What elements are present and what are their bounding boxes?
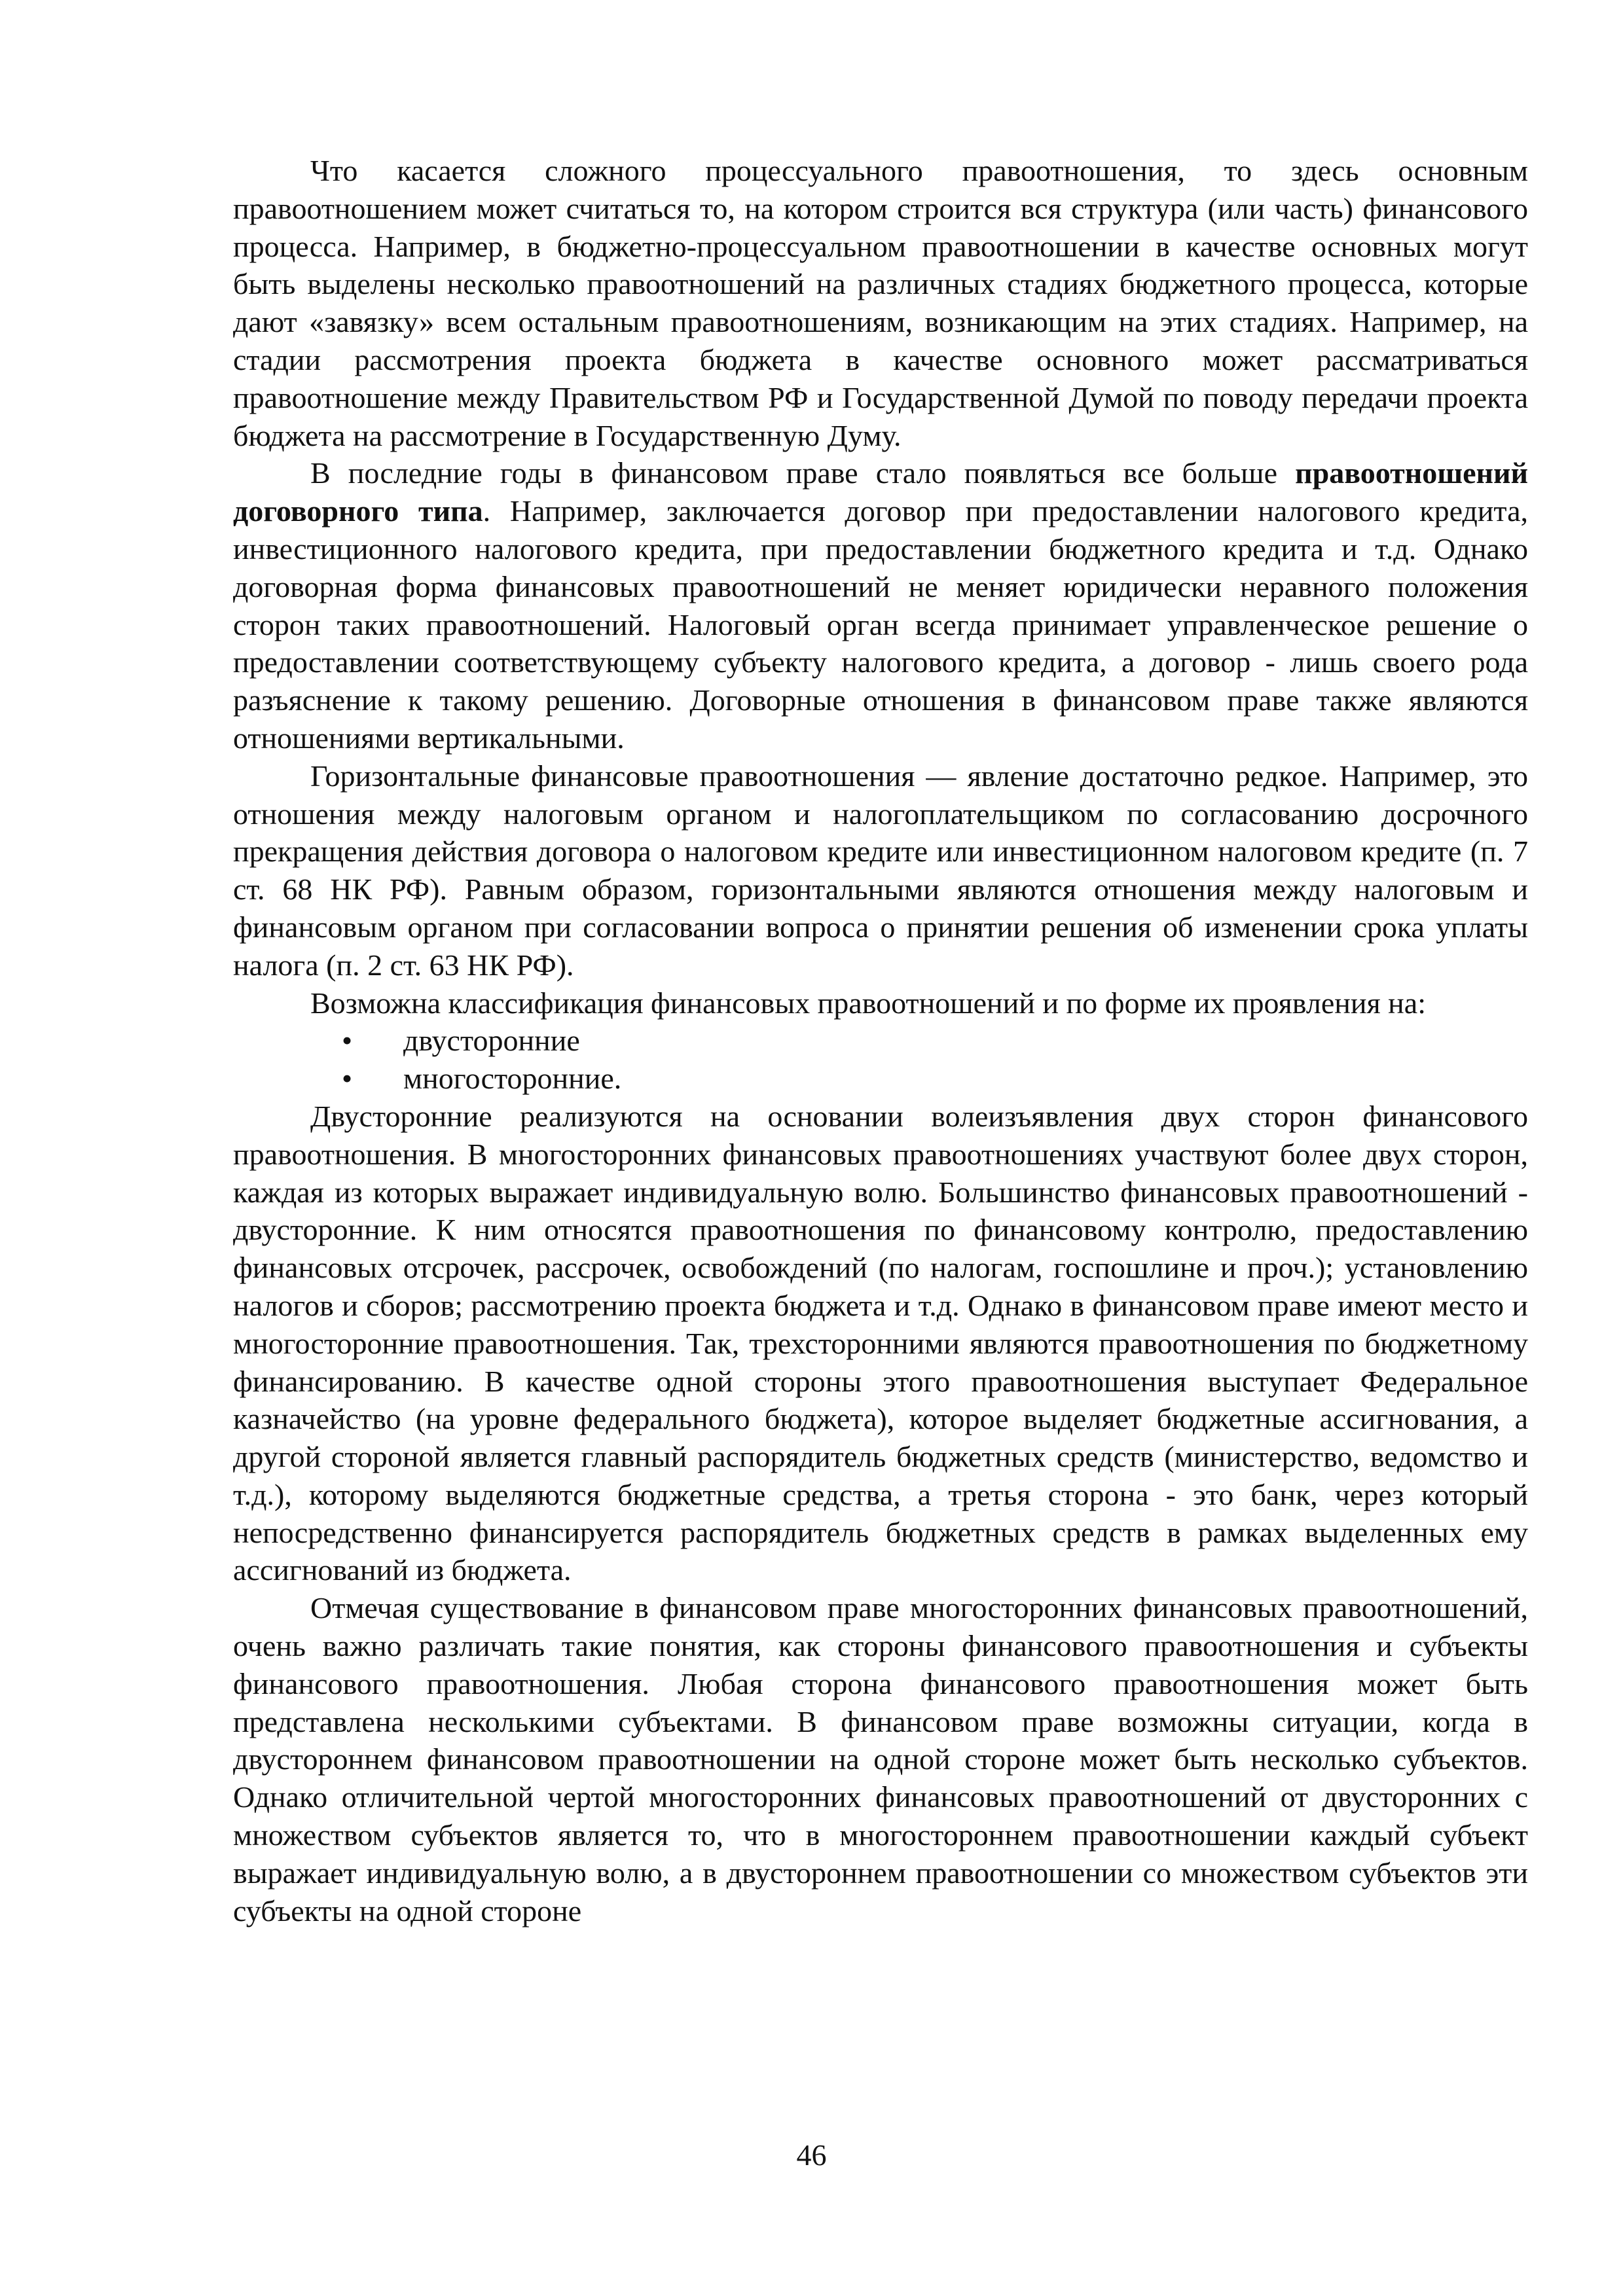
list-item-text: двусторонние: [403, 1024, 580, 1058]
bullet-dot-icon: •: [342, 1024, 353, 1058]
paragraph-contract-type-lead: В последние годы в финансовом праве стало появляться все больше: [310, 456, 1278, 490]
page-number: 46: [796, 2138, 827, 2172]
paragraph-contract-type-rest: . Например, заключается договор при предоставлении налогового кредита, инвестиционного налогового кредита, при предоставлении бюджетного кредита и т.д. Однако договорная форма финансовых правоотношений не меняет юридически неравного положения сторон таких правоотношений. Налоговый орган всегда принимает управленческое решение о предоставлении соответствующему субъекту налогового кредита, а договор - лишь своего рода разъяснение к такому решению. Договорные отношения в финансовом праве также являются отношениями вертикальными.: [233, 494, 1528, 755]
paragraph-horizontal-relations: Горизонтальные финансовые правоотношения — явление достаточно редкое. Например, это отношения между налоговым органом и налогоплательщиком по согласованию досрочного прекращения действия договора о налоговом кредите или инвестиционном налоговом кредите (п. 7 ст. 68 НК РФ). Равным образом, горизонтальными являются отношения между налоговым и финансовым органом при согласовании вопроса о принятии решения об изменении срока уплаты налога (п. 2 ст. 63 НК РФ).: [233, 759, 1528, 982]
paragraph-contract-type: [233, 454, 1528, 757]
paragraph-bilateral: Двусторонние реализуются на основании волеизъявления двух сторон финансового правоотношения. В многосторонних финансовых правоотношениях участвуют более двух сторон, каждая из которых выражает индивидуальную волю. Большинство финансовых правоотношений - двусторонние. К ним относятся правоотношения по финансовому контролю, предоставлению финансовых отсрочек, рассрочек, освобождений (по налогам, госпошлине и проч.); установлению налогов и сборов; рассмотрению проекта бюджета и т.д. Однако в финансовом праве имеют место и многосторонние правоотношения. Так, трехсторонними являются правоотношения по бюджетному финансированию. В качестве одной стороны этого правоотношения выступает Федеральное казначейство (на уровне федерального бюджета), которое выделяет бюджетные ассигнования, а другой стороной является главный распорядитель бюджетных средств (министерство, ведомство и т.д.), которому выделяются бюджетные средства, а третья сторона - это банк, через который непосредственно финансируется распорядитель бюджетных средств в рамках выделенных ему ассигнований из бюджета.: [233, 1099, 1528, 1587]
bullet-dot-icon: •: [342, 1062, 353, 1096]
bullet-list: [233, 1022, 1528, 1098]
list-item-text: многосторонние.: [403, 1062, 622, 1096]
paragraph-classification: Возможна классификация финансовых правоотношений и по форме их проявления на:: [310, 986, 1426, 1020]
paragraph-multilateral: Отмечая существование в финансовом праве многосторонних финансовых правоотношений, очень важно различать такие понятия, как стороны финансового правоотношения и субъекты финансового правоотношения. Любая сторона финансового правоотношения может быть представлена несколькими субъектами. В финансовом праве возможны ситуации, когда в двустороннем финансовом правоотношении на одной стороне может быть несколько субъектов. Однако отличительной чертой многосторонних финансовых правоотношений от двусторонних с множеством субъектов является то, что в многостороннем правоотношении каждый субъект выражает индивидуальную волю, а в двустороннем правоотношении со множеством субъектов эти субъекты на одной стороне: [233, 1591, 1528, 1928]
document-page: [233, 152, 1528, 1929]
bold-term-contract-relations: правоотношений договорного типа: [233, 456, 1528, 528]
list-item: [233, 1060, 1528, 1098]
list-item: [233, 1022, 1528, 1060]
paragraph-complex-relations: Что касается сложного процессуального правоотношения, то здесь основным правоотношением может считаться то, на котором строится вся структура (или часть) финансового процесса. Например, в бюджетно-процессуальном правоотношении в качестве основных могут быть выделены несколько правоотношений на различных стадиях бюджетного процесса, которые дают «завязку» всем остальным правоотношениям, возникающим на этих стадиях. Например, на стадии рассмотрения проекта бюджета в качестве основного может рассматриваться правоотношение между Правительством РФ и Государственной Думой по поводу передачи проекта бюджета на рассмотрение в Государственную Думу.: [233, 154, 1528, 452]
